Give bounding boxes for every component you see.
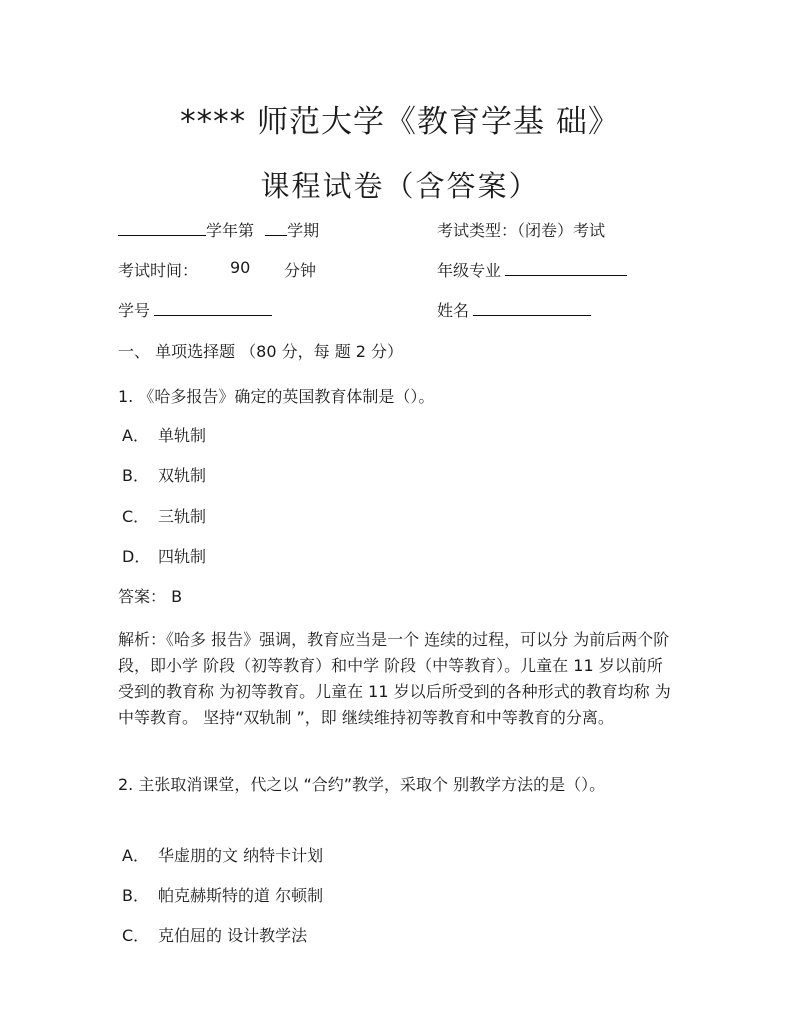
q1-option-d — [122, 544, 206, 567]
option-text: 单轨制 — [158, 426, 207, 445]
q2-option-b — [122, 883, 323, 906]
q2-option-a — [122, 843, 323, 866]
semester-blank — [265, 220, 287, 236]
option-text: 双轨制 — [158, 466, 207, 485]
option-letter: C． — [122, 507, 150, 526]
question-1-stem: 1. 《哈多报告》确定的英国教育体制是（）。 — [118, 387, 435, 406]
q1-option-b — [122, 463, 206, 486]
exam-time-value: 90 — [230, 258, 251, 277]
name-label: 姓名 — [437, 301, 470, 320]
year-blank — [118, 220, 206, 236]
academic-year-line — [118, 218, 319, 241]
q1-option-a — [122, 423, 206, 446]
option-letter: B． — [122, 466, 149, 485]
student-id-line — [118, 298, 272, 321]
exam-subtitle: 课程试卷（含答案） — [260, 169, 540, 203]
option-letter: D． — [122, 547, 151, 566]
q1-answer: 答案： B — [118, 587, 183, 606]
grade-major-blank — [505, 260, 627, 276]
option-text: 克伯屈的 设计教学法 — [158, 926, 308, 945]
semester-label: 学期 — [287, 221, 320, 240]
academic-year-label: 学年第 — [206, 221, 255, 240]
q2-option-c — [122, 923, 307, 946]
exam-time-unit: 分钟 — [284, 261, 317, 280]
question-2-stem: 2. 主张取消课堂，代之以 “合约”教学，采取个 别教学方法的是（）。 — [118, 775, 606, 794]
section-heading: 一、 单项选择题 （80 分，每 题 2 分） — [118, 342, 404, 361]
name-blank — [473, 300, 591, 316]
option-letter: C． — [122, 926, 150, 945]
option-text: 帕克赫斯特的道 尔顿制 — [158, 886, 324, 905]
option-text: 华虚朋的文 纳特卡计划 — [158, 846, 324, 865]
grade-major-line — [437, 258, 627, 281]
grade-major-label: 年级专业 — [437, 261, 502, 280]
exam-title: **** 师范大学《教育学基 础》 — [180, 104, 620, 140]
option-letter: A． — [122, 846, 149, 865]
option-letter: A． — [122, 426, 149, 445]
option-text: 三轨制 — [158, 507, 207, 526]
student-id-label: 学号 — [118, 301, 151, 320]
q1-option-c — [122, 504, 206, 527]
option-letter: B． — [122, 886, 149, 905]
exam-type: 考试类型：（闭卷）考试 — [437, 221, 606, 240]
student-id-blank — [154, 300, 272, 316]
exam-time-label: 考试时间： — [118, 261, 199, 280]
name-line — [437, 298, 591, 321]
q1-analysis: 解析：《哈多 报告》强调，教育应当是一个 连续的过程，可以分 为前后两个阶段，即小学 阶段（初等教育）和中学 阶段（中等教育）。儿童在 11 岁以前所受到的教育称 为初等教育。儿童在 11 岁以后所受到的各种形式的教育均称 为中等教育。 坚持“双轨制 ”，即 继续维持初等教育和中等教育的分离。 — [118, 630, 671, 727]
option-text: 四轨制 — [158, 547, 207, 566]
